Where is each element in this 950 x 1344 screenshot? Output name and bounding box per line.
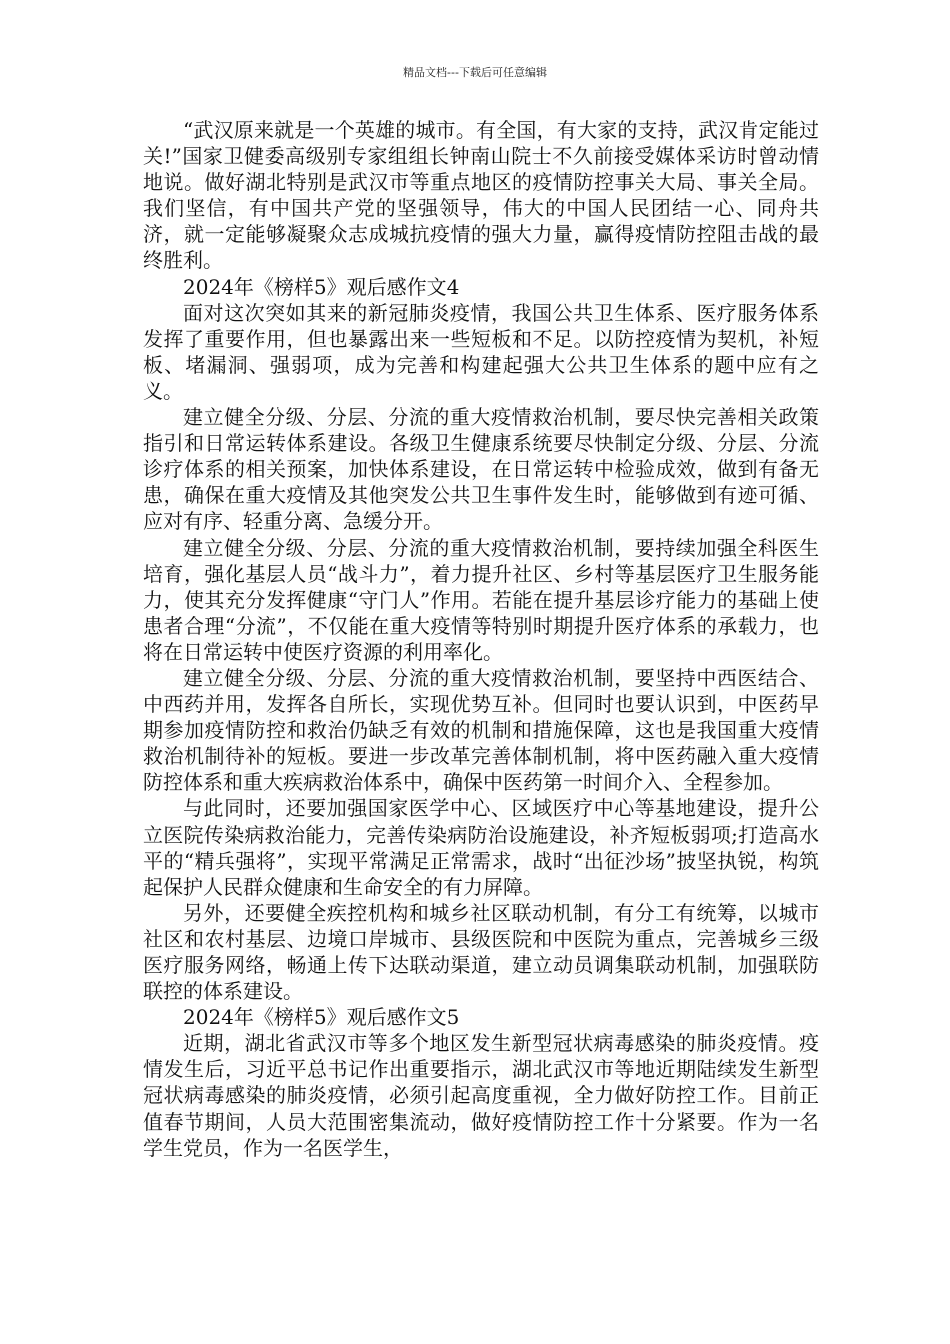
paragraph: 与此同时，还要加强国家医学中心、区域医疗中心等基地建设，提升公立医院传染病救治能力，完善传染病防治设施建设，补齐短板弱项;打造高水平的“精兵强将”，实现平常满足正常需求，战时“出征沙场”披坚执锐，构筑起保护人民群众健康和生命安全的有力屏障。 <box>143 796 819 899</box>
paragraph: 建立健全分级、分层、分流的重大疫情救治机制，要坚持中西医结合、中西药并用，发挥各自所长，实现优势互补。但同时也要认识到，中医药早期参加疫情防控和救治仍缺乏有效的机制和措施保障，这也是我国重大疫情救治机制待补的短板。要进一步改革完善体制机制，将中医药融入重大疫情防控体系和重大疾病救治体系中，确保中医药第一时间介入、全程参加。 <box>143 665 819 795</box>
paragraph: 建立健全分级、分层、分流的重大疫情救治机制，要持续加强全科医生培育，强化基层人员“战斗力”，着力提升社区、乡村等基层医疗卫生服务能力，使其充分发挥健康“守门人”作用。若能在提升基层诊疗能力的基础上使患者合理“分流”，不仅能在重大疫情等特别时期提升医疗体系的承载力，也将在日常运转中使医疗资源的利用率化。 <box>143 535 819 664</box>
paragraph: 另外，还要健全疾控机构和城乡社区联动机制，有分工有统筹，以城市社区和农村基层、边境口岸城市、县级医院和中医院为重点，完善城乡三级医疗服务网络，畅通上传下达联动渠道，建立动员调集联动机制，加强联防联控的体系建设。 <box>143 900 819 1004</box>
paragraph: “武汉原来就是一个英雄的城市。有全国，有大家的支持，武汉肯定能过关!”国家卫健委高级别专家组组长钟南山院士不久前接受媒体采访时曾动情地说。做好湖北特别是武汉市等重点地区的疫情防控事关大局、事关全局。我们坚信，有中国共产党的坚强领导，伟大的中国人民团结一心、同舟共济，就一定能够凝聚众志成城抗疫情的强大力量，赢得疫情防控阻击战的最终胜利。 <box>143 118 819 273</box>
document-body <box>143 117 819 1161</box>
paragraph: 近期，湖北省武汉市等多个地区发生新型冠状病毒感染的肺炎疫情。疫情发生后，习近平总书记作出重要指示，湖北武汉市等地近期陆续发生新型冠状病毒感染的肺炎疫情，必须引起高度重视，全力做好防控工作。目前正值春节期间，人员大范围密集流动，做好疫情防控工作十分紧要。作为一名学生党员，作为一名医学生， <box>143 1031 819 1160</box>
section-heading: 2024年《榜样5》观后感作文4 <box>183 274 460 299</box>
paragraph: 建立健全分级、分层、分流的重大疫情救治机制，要尽快完善相关政策指引和日常运转体系建设。各级卫生健康系统要尽快制定分级、分层、分流诊疗体系的相关预案，加快体系建设，在日常运转中检验成效，做到有备无患，确保在重大疫情及其他突发公共卫生事件发生时，能够做到有迹可循、应对有序、轻重分离、急缓分开。 <box>143 405 819 534</box>
page-header: 精品文档---下载后可任意编辑 <box>403 66 547 79</box>
section-heading: 2024年《榜样5》观后感作文5 <box>183 1005 460 1030</box>
paragraph: 面对这次突如其来的新冠肺炎疫情，我国公共卫生体系、医疗服务体系发挥了重要作用，但也暴露出来一些短板和不足。以防控疫情为契机，补短板、堵漏洞、强弱项，成为完善和构建起强大公共卫生体系的题中应有之义。 <box>143 300 819 403</box>
